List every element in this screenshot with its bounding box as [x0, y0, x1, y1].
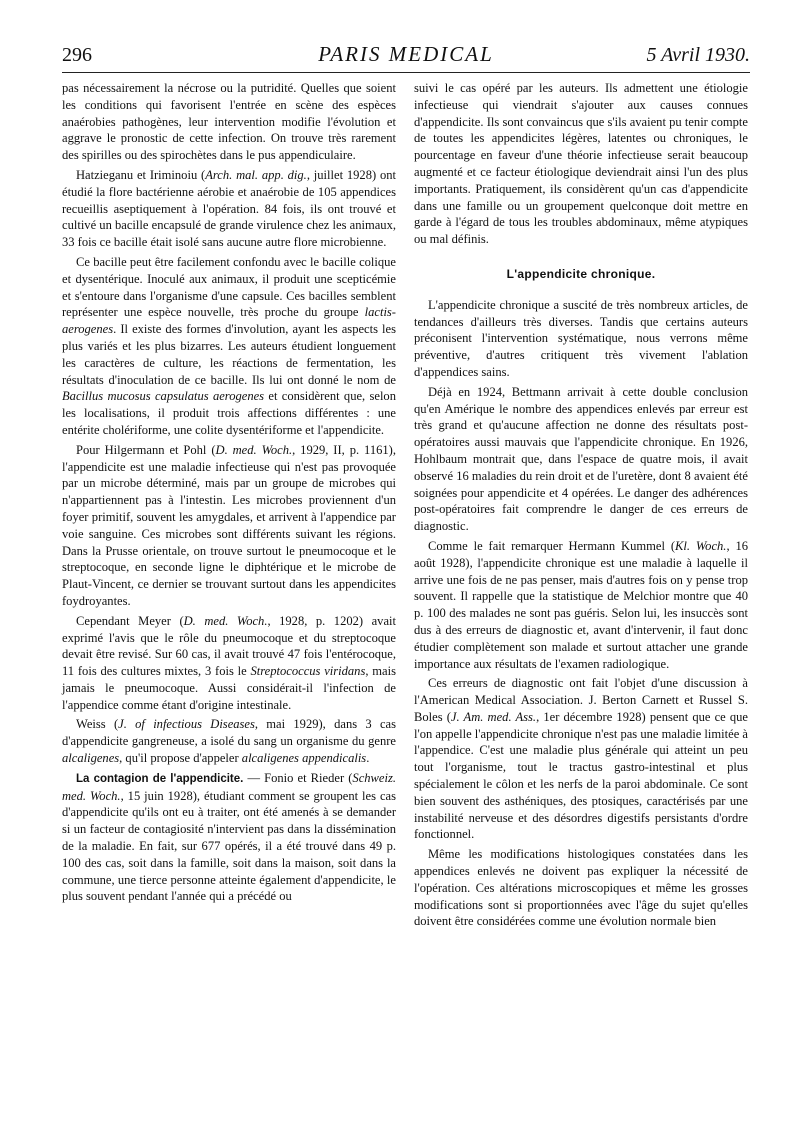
- paragraph: Weiss (J. of infectious Diseases, mai 1929), dans 3 cas d'appendicite gangreneuse, a isolé du sang un organisme du genre alcaligenes, qu'il propose d'appeler alcaligenes appendicalis.: [62, 717, 396, 766]
- header-rule: [62, 72, 750, 73]
- paragraph: pas nécessairement la nécrose ou la putridité. Quelles que soient les conditions qui favorisent l'entrée en scène des espèces anaérobies pathogènes, leur intervention modifie l'évolution et aggrave le pronostic de cette infection. On trouve très rarement des spirilles ou des spirochètes dans le pus appendiculaire.: [62, 81, 396, 163]
- paragraph: Pour Hilgermann et Pohl (D. med. Woch., 1929, II, p. 1161), l'appendicite est une maladie infectieuse qui n'est pas provoquée par un microbe déterminé, mais par un groupe de microbes qui n'appartiennent pas à l'intestin. Les microbes proviennent d'un foyer primitif, souvent les amygdales, et arrivent à l'appendice par voie sanguine. Ces microbes sont différents suivant les régions. Dans la Prusse orientale, on trouve surtout le pneumocoque et le streptocoque, en seconde ligne le diphtérique et le microbe de Plaut-Vincent, ce dernier se trouvant surtout dans les appendicites foydroyantes.: [62, 442, 396, 608]
- paragraph: Ces erreurs de diagnostic ont fait l'objet d'une discussion à l'American Medical Association. J. Berton Carnett et Russel S. Boles (J. Am. med. Ass., 1er décembre 1928) pensent que ce que l'on appelle l'appendicite chronique n'est pas une maladie limitée à l'appendice. C'est une maladie plus générale qui atteint un peu tout l'organisme, tout le tractus gastro-intestinal et plus spécialement le côlon et les nerfs de la paroi abdominale. Ce sont bien souvent des asthéniques, des ptosiques, caractérisés par une instabilité nerveuse et des désordres digestifs persistants d'ordre fonctionnel.: [414, 676, 748, 842]
- paragraph: Hatzieganu et Iriminoiu (Arch. mal. app. dig., juillet 1928) ont étudié la flore bactérienne aérobie et anaérobie de 105 appendices recueillis aseptiquement à l'opération. 84 fois, ils ont trouvé et cultivé un bacille encapsulé de grande virulence chez les animaux, 33 fois ce bacille était isolé sans aucune autre flore microbienne.: [62, 167, 396, 250]
- paragraph: L'appendicite chronique a suscité de très nombreux articles, de tendances d'ailleurs très diverses. Tandis que certains auteurs préconisent l'intervention systématique, nous verrons même préventive, d'autres critiquent très vivement l'ablation d'appendices sains.: [414, 297, 748, 379]
- paragraph: Ce bacille peut être facilement confondu avec le bacille colique et dysentérique. Inoculé aux animaux, il produit une scepticémie et s'entoure dans l'organisme d'une capsule. Ces bacilles semblent représenter une espèce nouvelle, très proche du groupe lactis-aerogenes. Il existe des formes d'involution, ayant les aspects les plus variés et les plus bizarres. Les auteurs étudient longuement les caractères de culture, les réactions de fermentation, les résultats d'inoculation de ce bacille. Ils lui ont donné le nom de Bacillus mucosus capsulatus aerogenes et considèrent que, selon les localisations, il produit trois affections différentes : une entérite cholériforme, une colite dysentériforme et l'appendicite.: [62, 254, 396, 437]
- right-column: [414, 80, 748, 930]
- paragraph: suivi le cas opéré par les auteurs. Ils admettent une étiologie infectieuse qui viendrait s'ajouter aux causes connues d'appendicite. Ils sont convaincus que s'ils avaient pu tenir compte de toutes les appendicites légères, latentes ou chroniques, le pourcentage en faveur d'une théorie infectieuse serait beaucoup augmenté et ce facteur étiologique deviendrait ainsi l'un des plus importants. Pratiquement, ils considèrent qu'un cas d'appendicite dans une famille ou un groupement quelconque doit mettre en garde à l'égard de tous les troubles abdominaux, même atypiques ou mal définis.: [414, 81, 748, 247]
- running-header: [62, 42, 750, 72]
- paragraph: Déjà en 1924, Bettmann arrivait à cette double conclusion qu'en Amérique le nombre des appendices enlevés par erreur est très grand et qu'aucune affection ne donne des résultats post-opératoires aussi mauvais que l'appendicite chronique. En 1926, Hohlbaum montrait que, dans l'espace de quatre mois, il avait observé 16 maladies du rein droit et de l'uretère, dont 8 avaient été soignées pour appendicite et 4 opérées. Le danger des adhérences post-opératoires fait comprendre le danger de ces erreurs de diagnostic.: [414, 384, 748, 534]
- paragraph: Cependant Meyer (D. med. Woch., 1928, p. 1202) avait exprimé l'avis que le rôle du pneumocoque et du streptocoque devait être revisé. Sur 60 cas, il avait trouvé 47 fois l'entérocoque, 11 fois des cultures mixtes, 3 fois le Streptococcus viridans, mais jamais le pneumocoque. Aussi considérait-il l'infection de l'appendice comme étant d'origine intestinale.: [62, 613, 396, 712]
- paragraph: Même les modifications histologiques constatées dans les appendices enlevés ne doivent pas expliquer la nécessité de l'opération. Ces altérations microscopiques et même les grosses modifications sont si proportionnées avec l'âge du sujet qu'elles doivent être considérées comme une évolution normale bien: [414, 847, 748, 929]
- section-runin: La contagion de l'appendicite.: [76, 772, 244, 785]
- journal-title: PARIS MEDICAL: [318, 42, 494, 66]
- paragraph: Comme le fait remarquer Hermann Kummel (Kl. Woch., 16 août 1928), l'appendicite chronique est une maladie à laquelle il arrive une fois de ne pas penser, mais d'autres fois on y pense trop souvent. Il rappelle que la statistique de Melchior montre que 40 p. 100 des malades ne sont pas guéris. Selon lui, les insuccès sont dus à des erreurs de diagnostic et, avant d'intervenir, il faut donc étudier complètement son malade et surtout attacher une grande importance aux résultats de l'examen radiologique.: [414, 538, 748, 671]
- section-heading: L'appendicite chronique.: [506, 266, 656, 281]
- page-number: 296: [62, 44, 92, 66]
- paragraph: La contagion de l'appendicite. — Fonio et Rieder (Schweiz. med. Woch., 15 juin 1928), étudiant comment se groupent les cas d'appendicite qu'ils ont eu à traiter, ont été amenés à se demander si un facteur de contagiosité n'intervient pas dans la dissémination de la maladie. En fait, sur 677 opérés, il a été trouvé dans 49 p. 100 des cas, soit dans la famille, soit dans la maison, soit dans la commune, une tierce personne atteinte également d'appendicite, le plus souvent pendant l'année qui a précédé ou: [62, 770, 396, 904]
- left-column: [62, 80, 396, 905]
- issue-date: 5 Avril 1930.: [646, 44, 750, 66]
